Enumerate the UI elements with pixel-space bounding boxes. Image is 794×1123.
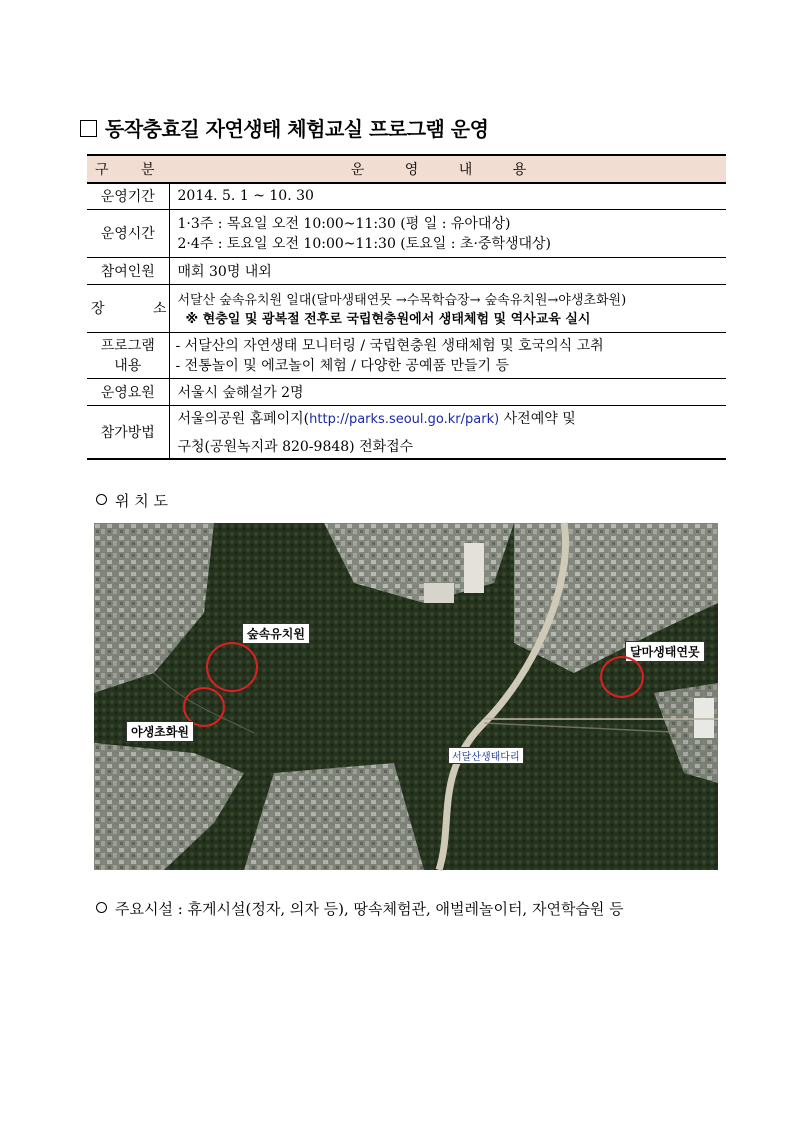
location-map bbox=[94, 523, 718, 870]
apply-prefix: 서울의공원 홈페이지( bbox=[177, 410, 310, 427]
map-label-forest-kindergarten: 숲속유치원 bbox=[242, 623, 310, 644]
row-label-place: 장 소 bbox=[87, 284, 169, 332]
row-value-staff: 서울시 숲해설가 2명 bbox=[169, 378, 726, 405]
program-line-1: - 서달산의 자연생태 모니터링 / 국립현충원 생태체험 및 호국의식 고취 bbox=[175, 338, 604, 354]
program-info-table bbox=[87, 154, 726, 460]
place-line-1: 서달산 숲속유치원 일대(달마생태연못 →수목학습장→ 숲속유치원→야생초화원) bbox=[177, 293, 627, 308]
row-label-time: 운영시간 bbox=[87, 209, 169, 257]
place-note: ※ 현충일 및 광복절 전후로 국립현충원에서 생태체험 및 역사교육 실시 bbox=[185, 312, 591, 327]
facilities-text: 주요시설 : 휴게시설(정자, 의자 등), 땅속체험관, 애벌레놀이터, 자연학습원 등 bbox=[115, 900, 624, 918]
page-title bbox=[80, 113, 488, 142]
title-text: 동작충효길 자연생태 체험교실 프로그램 운영 bbox=[105, 117, 489, 141]
map-marker-dalma-pond bbox=[600, 656, 644, 698]
homepage-link[interactable]: http://parks.seoul.go.kr/park) bbox=[309, 411, 500, 427]
map-label-wildflower-garden: 야생초화원 bbox=[126, 721, 194, 742]
row-value-time bbox=[169, 209, 726, 257]
apply-suffix: 사전예약 및 bbox=[499, 410, 576, 427]
row-label-staff: 운영요원 bbox=[87, 378, 169, 405]
map-label-dalma-pond: 달마생태연못 bbox=[625, 641, 705, 662]
location-heading-text: 위 치 도 bbox=[115, 492, 169, 510]
table-row bbox=[87, 405, 726, 459]
apply-line-2: 구청(공원녹지과 820-9848) 전화접수 bbox=[177, 438, 414, 455]
row-value-period: 2014. 5. 1 ~ 10. 30 bbox=[169, 183, 726, 209]
table-row bbox=[87, 183, 726, 209]
time-line-1: 1·3주 : 목요일 오전 10:00~11:30 (평 일 : 유아대상) bbox=[177, 216, 511, 232]
location-heading bbox=[96, 490, 168, 511]
row-value-place bbox=[169, 284, 726, 332]
checkbox-square-icon bbox=[80, 120, 97, 137]
row-value-participants: 매회 30명 내외 bbox=[169, 257, 726, 284]
row-value-apply bbox=[169, 405, 726, 459]
table-row bbox=[87, 284, 726, 332]
table-row bbox=[87, 332, 726, 378]
program-label-2: 내용 bbox=[114, 358, 142, 374]
circle-bullet-icon bbox=[96, 902, 107, 913]
row-label-program bbox=[87, 332, 169, 378]
row-label-period: 운영기간 bbox=[87, 183, 169, 209]
map-marker-forest-kindergarten bbox=[206, 642, 258, 692]
map-label-bridge: 서달산생태다리 bbox=[448, 747, 524, 764]
table-row bbox=[87, 209, 726, 257]
program-label-1: 프로그램 bbox=[100, 338, 155, 354]
circle-bullet-icon bbox=[96, 494, 107, 505]
header-content: 운 영 내 용 bbox=[169, 155, 726, 183]
table-header-row bbox=[87, 155, 726, 183]
table-row bbox=[87, 378, 726, 405]
table-row bbox=[87, 257, 726, 284]
program-line-2: - 전통놀이 및 에코놀이 체험 / 다양한 공예품 만들기 등 bbox=[175, 358, 510, 374]
header-category: 구 분 bbox=[87, 155, 169, 183]
row-value-program bbox=[169, 332, 726, 378]
row-label-participants: 참여인원 bbox=[87, 257, 169, 284]
facilities-line bbox=[96, 898, 624, 919]
row-label-apply: 참가방법 bbox=[87, 405, 169, 459]
time-line-2: 2·4주 : 토요일 오전 10:00~11:30 (토요일 : 초·중학생대상) bbox=[177, 236, 552, 252]
